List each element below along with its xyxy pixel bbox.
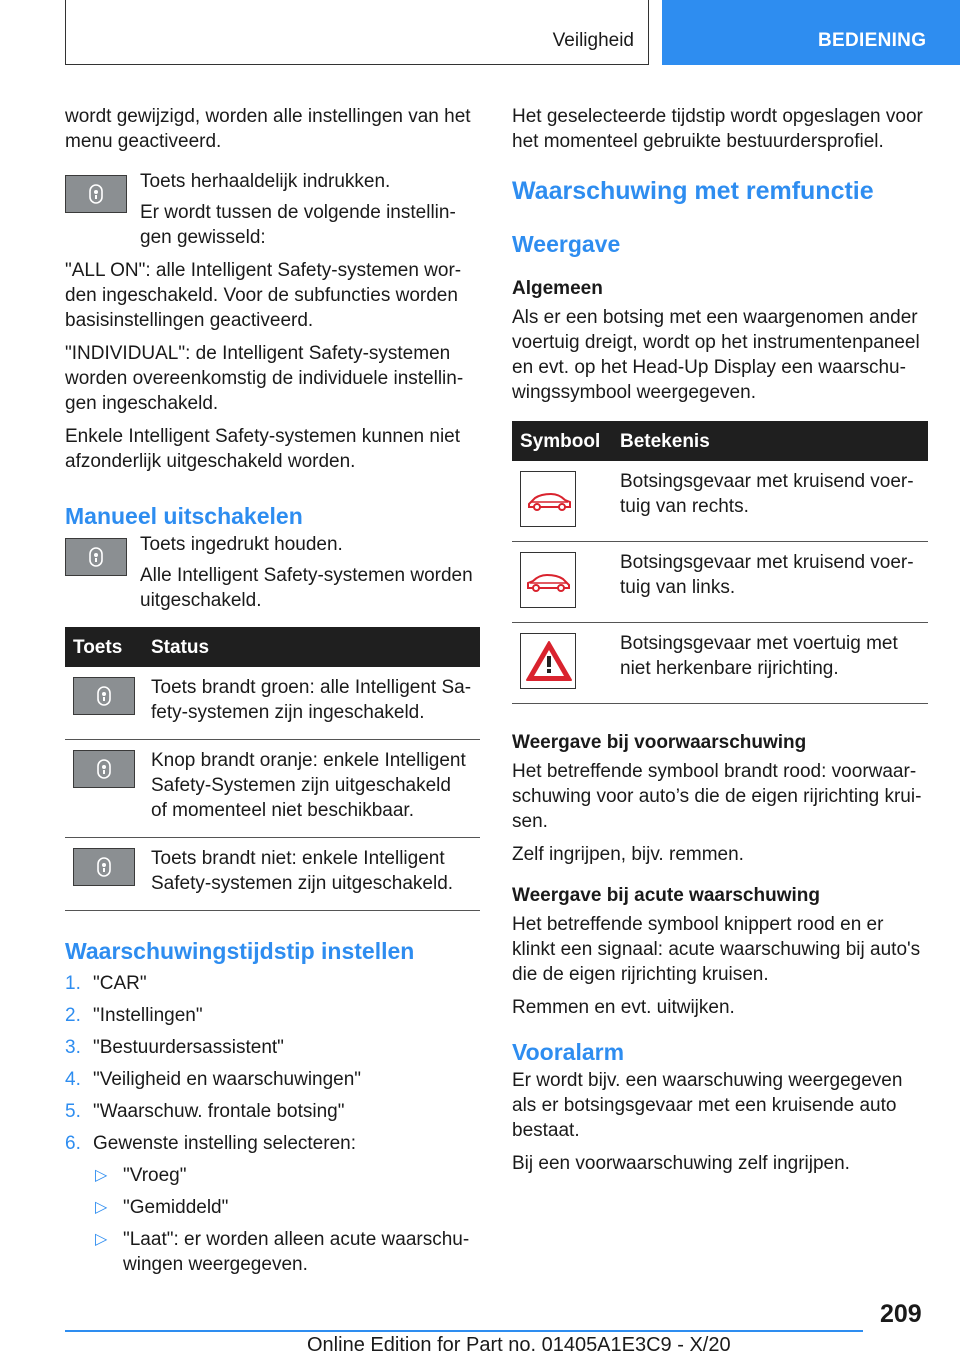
individual-text: "INDIVIDUAL": de Intelligent Safety-systemen worden overeenkomstig de individuele instellingen ingeschakeld.: [65, 343, 464, 414]
meaning-cell: Botsingsgevaar met kruisend voertuig van rechts.: [612, 461, 928, 542]
car-crossing-left-icon: [520, 552, 576, 608]
timing-heading: Waarschuwingstijdstip instellen: [65, 938, 415, 964]
press-repeat-block: [65, 169, 480, 250]
right-column: [512, 104, 928, 1184]
car-crossing-right-icon: [520, 471, 576, 527]
footer-edition: Online Edition for Part no. 01405A1E3C9 - X/20: [307, 1334, 731, 1356]
meaning-cell: Botsingsgevaar met kruisend voertuig van links.: [612, 542, 928, 623]
general-heading: Algemeen: [512, 278, 603, 299]
all-on-text: "ALL ON": alle Intelligent Safety-systemen worden ingeschakeld. Voor de subfuncties worden basisinstellingen geactiveerd.: [65, 260, 462, 331]
acute-heading: Weergave bij acute waarschuwing: [512, 885, 820, 906]
header-chapter-title: BEDIENING: [818, 30, 927, 51]
pre-warning-text: Het betreffende symbool brandt rood: voorwaarschuwing voor auto’s die de eigen rijrichting kruisen.: [512, 761, 922, 832]
safety-button-icon: [73, 750, 135, 788]
triangle-bullet-icon: ▷: [95, 1167, 108, 1184]
status-table-header-button: Toets: [65, 627, 143, 667]
list-item: 2. "Instellingen": [65, 1005, 203, 1026]
switch-text: Er wordt tussen de volgende instellingen gewisseld:: [140, 202, 456, 248]
meaning-cell: Botsingsgevaar met voertuig met niet herkenbare rijrichting.: [612, 623, 928, 704]
warning-triangle-icon: [520, 633, 576, 689]
triangle-bullet-icon: ▷: [95, 1199, 108, 1216]
intervene-text: Zelf ingrijpen, bijv. remmen.: [512, 844, 744, 865]
table-row: [512, 542, 928, 623]
hold-button-text: Toets ingedrukt houden.: [140, 534, 343, 555]
list-item: ▷ "Laat": er worden alleen acute waarschuwingen weergegeven.: [95, 1229, 470, 1275]
status-cell: Knop brandt oranje: enkele Intelligent Safety-Systemen zijn uitgeschakeld of momenteel niet beschikbaar.: [143, 740, 480, 838]
table-row: [65, 667, 480, 740]
header-section-title: Veiligheid: [552, 30, 634, 51]
table-row: [65, 740, 480, 838]
symbol-table: [512, 421, 928, 704]
symbol-table-header-symbol: Symbool: [512, 421, 612, 461]
general-text: Als er een botsing met een waargenomen ander voertuig dreigt, wordt op het instrumentenpaneel en evt. op het Head-Up Display een waarschuwingssymbool weergegeven.: [512, 307, 920, 403]
prealarm-action-text: Bij een voorwaarschuwing zelf ingrijpen.: [512, 1153, 850, 1174]
status-cell: Toets brandt niet: enkele Intelligent Safety-systemen zijn uitgeschakeld.: [143, 838, 480, 911]
page-number: 209: [880, 1300, 922, 1328]
timing-options: [65, 1163, 480, 1277]
safety-button-icon: [73, 848, 135, 886]
triangle-bullet-icon: ▷: [95, 1231, 108, 1248]
prealarm-text: Er wordt bijv. een waarschuwing weergegeven als er botsingsgevaar met een kruisende auto bestaat.: [512, 1070, 903, 1141]
hold-button-block: [65, 532, 480, 613]
table-row: [512, 623, 928, 704]
status-table-header-status: Status: [143, 627, 480, 667]
prealarm-heading: Vooralarm: [512, 1039, 625, 1065]
intro-text: wordt gewijzigd, worden alle instellingen van het menu geactiveerd.: [65, 106, 471, 152]
table-row: [512, 461, 928, 542]
header-chapter-tab: [662, 0, 960, 65]
some-systems-text: Enkele Intelligent Safety-systemen kunnen niet afzonderlijk uitgeschakeld worden.: [65, 426, 461, 472]
list-item: ▷ "Gemiddeld": [95, 1197, 229, 1218]
display-heading: Weergave: [512, 231, 621, 257]
header-section-tab: [65, 0, 649, 65]
timing-steps: [65, 971, 480, 1277]
press-repeat-text: Toets herhaaldelijk indrukken.: [140, 171, 391, 192]
list-item: 1. "CAR": [65, 973, 147, 994]
status-cell: Toets brandt groen: alle Intelligent Safety-systemen zijn ingeschakeld.: [143, 667, 480, 740]
acute-text: Het betreffende symbool knippert rood en er klinkt een signaal: acute waarschuwing bij auto's die de eigen rijrichting kruisen.: [512, 914, 921, 985]
all-off-text: Alle Intelligent Safety-systemen worden uitgeschakeld.: [140, 565, 473, 611]
list-item: 4. "Veiligheid en waarschuwingen": [65, 1069, 362, 1090]
footer-divider: [65, 1330, 863, 1332]
safety-button-icon: [73, 677, 135, 715]
status-table: [65, 627, 480, 911]
manual-heading: Manueel uitschakelen: [65, 503, 303, 529]
brake-warning-heading: Waarschuwing met remfunctie: [512, 177, 874, 205]
brake-evade-text: Remmen en evt. uitwijken.: [512, 997, 735, 1018]
symbol-table-header-meaning: Betekenis: [612, 421, 928, 461]
left-column: [65, 104, 480, 1284]
list-item: ▷ "Vroeg": [95, 1165, 187, 1186]
safety-button-icon: [65, 538, 127, 576]
list-item: 5. "Waarschuw. frontale botsing": [65, 1101, 345, 1122]
table-row: [65, 838, 480, 911]
safety-button-icon: [65, 175, 127, 213]
pre-warning-heading: Weergave bij voorwaarschuwing: [512, 732, 807, 753]
list-item: 6. Gewenste instelling selecteren: ▷ "Vroeg" ▷ "Gemiddeld" ▷ "Laat": er worden alleen acute waarschuwingen weergegeven.: [65, 1131, 480, 1277]
saved-text: Het geselecteerde tijdstip wordt opgeslagen voor het momenteel gebruikte bestuurdersprofiel.: [512, 106, 923, 152]
list-item: 3. "Bestuurdersassistent": [65, 1037, 284, 1058]
